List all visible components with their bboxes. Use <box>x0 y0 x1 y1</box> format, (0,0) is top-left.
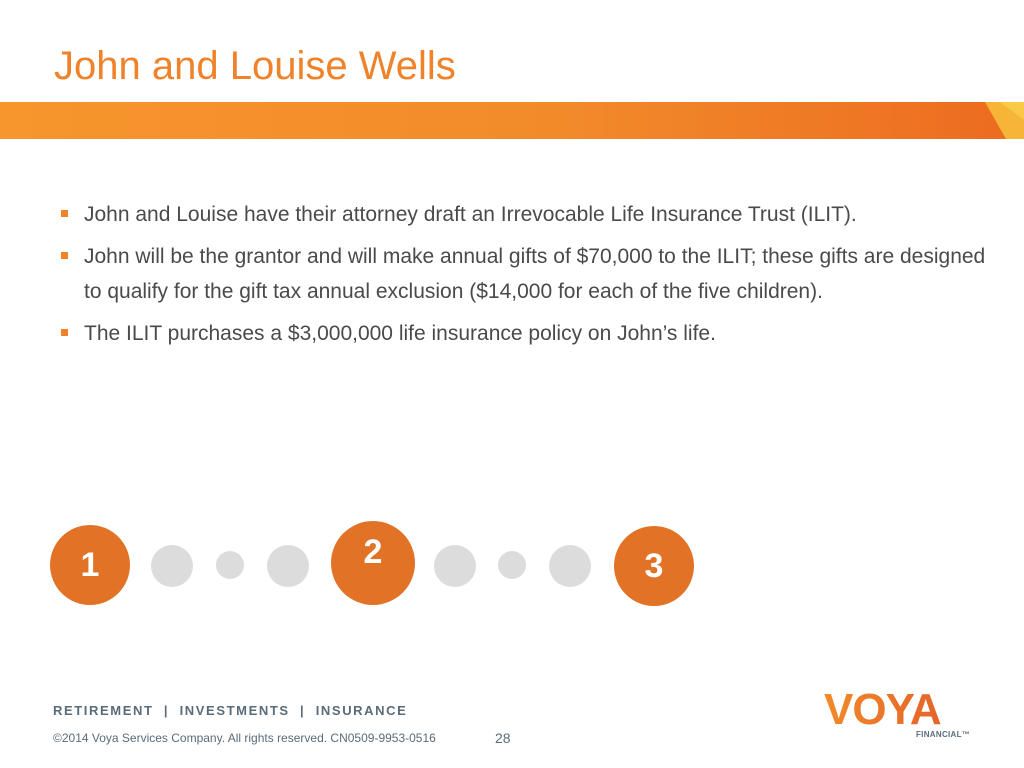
step-3-circle: 3 <box>614 526 694 606</box>
logo-subtext: FINANCIAL™ <box>916 730 971 739</box>
progress-dot-small <box>216 551 244 579</box>
page-number: 28 <box>495 730 511 746</box>
bullet-text: John will be the grantor and will make annual gifts of $70,000 to the ILIT; these gifts are designed to qualify for the gift tax annual exclusion ($14,000 for each of the five children). <box>84 245 986 303</box>
progress-dot-large <box>549 545 591 587</box>
logo-wordmark: VOYA <box>824 686 941 734</box>
step-2-circle: 2 <box>331 521 415 605</box>
step-1-circle: 1 <box>50 525 130 605</box>
progress-dot-small <box>498 551 526 579</box>
copyright-text: ©2014 Voya Services Company. All rights reserved. CN0509-9953-0516 <box>53 731 436 745</box>
bullet-text: John and Louise have their attorney draft an Irrevocable Life Insurance Trust (ILIT). <box>84 203 857 226</box>
voya-logo <box>822 686 982 742</box>
slide-title: John and Louise Wells <box>54 44 456 88</box>
bullet-text: The ILIT purchases a $3,000,000 life insurance policy on John’s life. <box>84 322 716 345</box>
progress-dot-large <box>151 545 193 587</box>
footer-tagline: RETIREMENT | INVESTMENTS | INSURANCE <box>53 703 408 718</box>
progress-dot-large <box>434 545 476 587</box>
progress-dot-large <box>267 545 309 587</box>
